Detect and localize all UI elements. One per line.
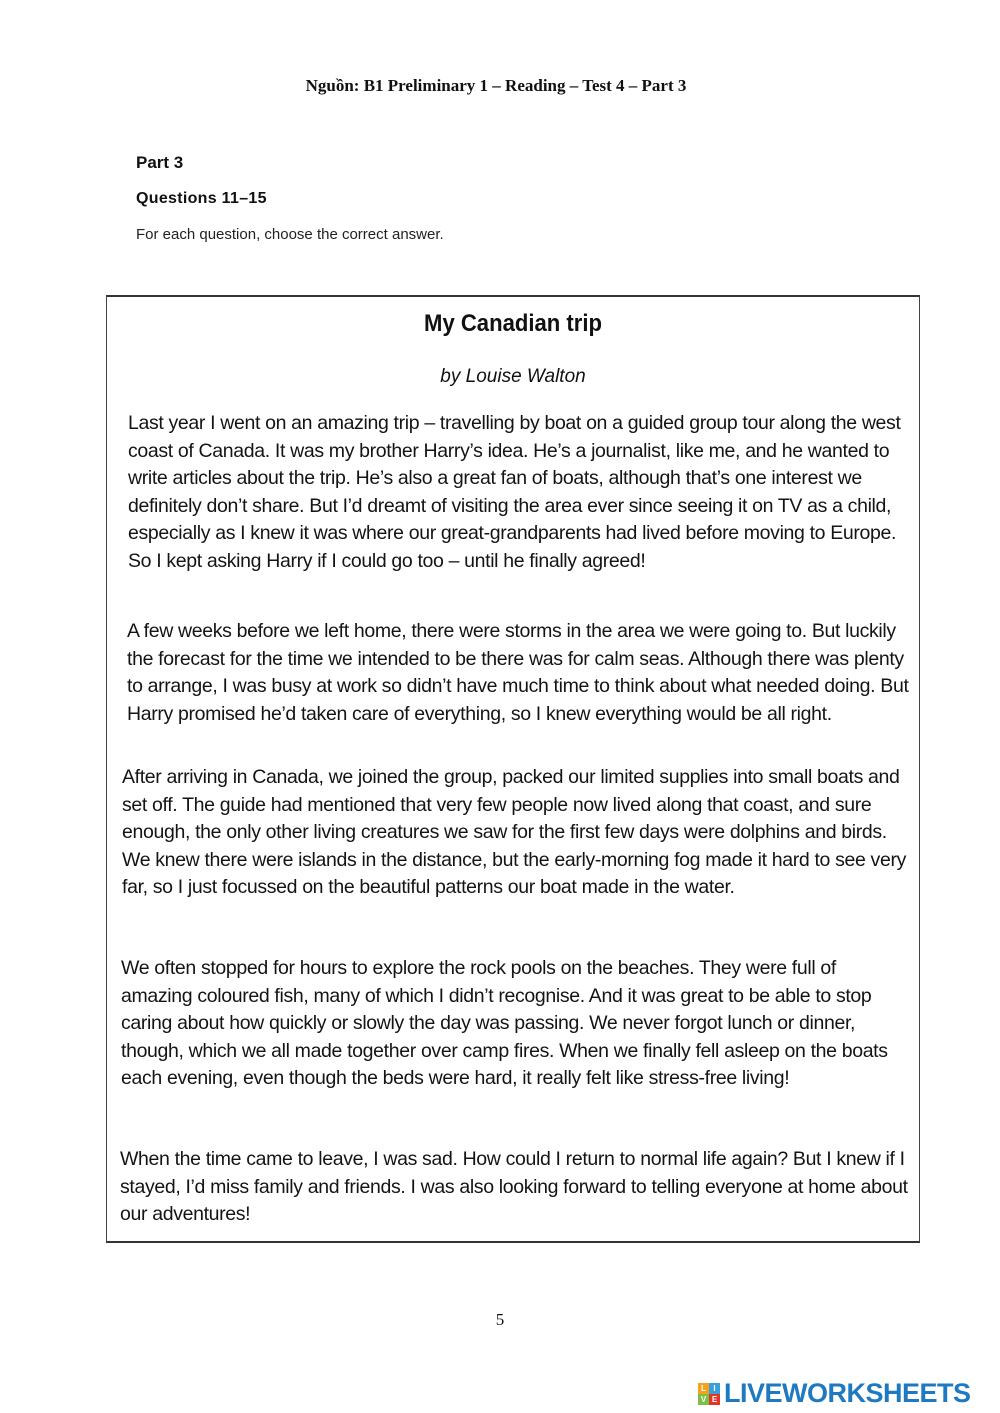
instruction-text: For each question, choose the correct answer. (136, 226, 444, 243)
questions-range: Questions 11–15 (136, 190, 267, 207)
article-author: by Louise Walton (440, 366, 586, 387)
article-paragraph-4: We often stopped for hours to explore the rock pools on the beaches. They were full of amazing coloured fish, many of which I didn’t recognise. And it was great to be able to stop caring about how quickly or slowly the day was passing. We never forgot lunch or dinner, though, which we all made together over camp fires. When we finally fell asleep on the boats each evening, even though the beds were hard, it really felt like stress-free living! (121, 957, 888, 1089)
badge-letter: L (698, 1383, 709, 1394)
source-header: Nguồn: B1 Preliminary 1 – Reading – Test 4 – Part 3 (305, 76, 687, 95)
page-number: 5 (495, 1310, 505, 1329)
liveworksheets-badge-icon (698, 1383, 720, 1405)
article-paragraph-2: A few weeks before we left home, there were storms in the area we were going to. But luckily the forecast for the time we intended to be there was for calm seas. Although there was plenty to arrange, I was busy at work so didn’t have much time to think about what needed doing. But Harry promised he’d taken care of everything, so I knew everything would be all right. (127, 620, 909, 725)
badge-letter: E (709, 1394, 720, 1405)
part-title: Part 3 (136, 153, 184, 172)
badge-letter: I (709, 1383, 720, 1394)
article-paragraph-1: Last year I went on an amazing trip – travelling by boat on a guided group tour along the west coast of Canada. It was my brother Harry’s idea. He’s a journalist, like me, and he wanted to write articles about the trip. He’s also a great fan of boats, although that’s one interest we definitely don’t share. But I’d dreamt of visiting the area ever since seeing it on TV as a child, especially as I knew it was where our great-grandparents had lived before moving to Europe. So I kept asking Harry if I could go too – until he finally agreed! (128, 412, 901, 572)
article-title: My Canadian trip (424, 310, 602, 337)
liveworksheets-logo (698, 1378, 971, 1409)
article-paragraph-3: After arriving in Canada, we joined the group, packed our limited supplies into small boats and set off. The guide had mentioned that very few people now lived along that coast, and sure enough, the only other living creatures we saw for the first few days were dolphins and birds. We knew there were islands in the distance, but the early-morning fog made it hard to see very far, so I just focussed on the beautiful patterns our boat made in the water. (122, 766, 906, 898)
badge-letter: V (698, 1394, 709, 1405)
liveworksheets-wordmark: LIVEWORKSHEETS (724, 1378, 971, 1408)
article-paragraph-5: When the time came to leave, I was sad. How could I return to normal life again? But I knew if I stayed, I’d miss family and friends. I was also looking forward to telling everyone at home about our adventures! (120, 1148, 908, 1225)
